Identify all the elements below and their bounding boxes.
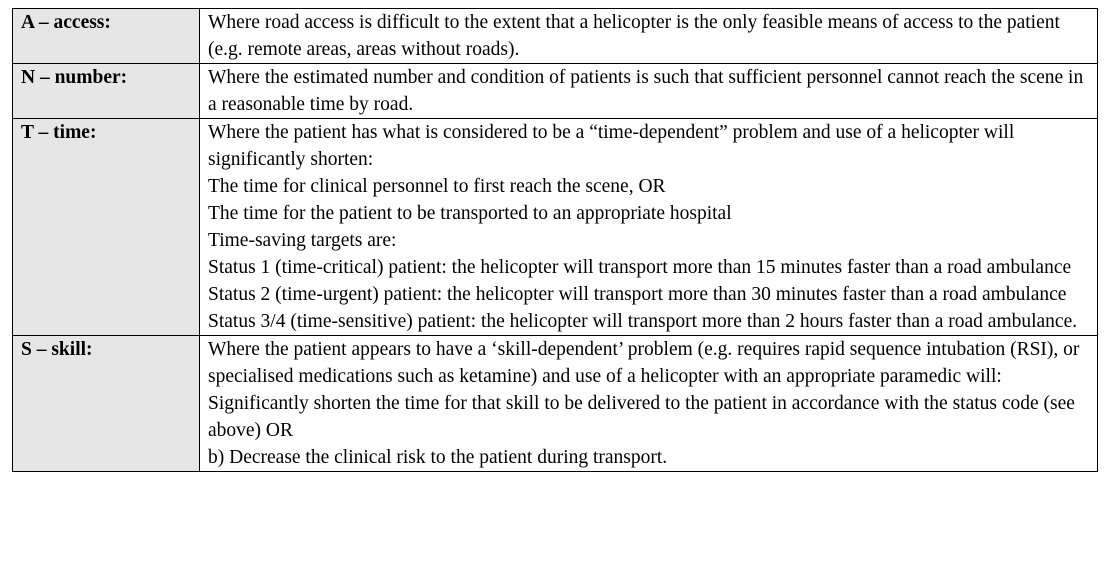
row-access bbox=[13, 9, 1098, 64]
row-content-number bbox=[200, 64, 1098, 119]
time-line-4: Time-saving targets are: bbox=[208, 230, 397, 251]
row-label-skill: S – skill: bbox=[13, 336, 200, 472]
row-content-skill bbox=[200, 336, 1098, 472]
row-time bbox=[13, 119, 1098, 336]
time-line-3: The time for the patient to be transported to an appropriate hospital bbox=[208, 203, 732, 224]
time-line-6: Status 2 (time-urgent) patient: the helicopter will transport more than 30 minutes faster than a road ambulance bbox=[208, 284, 1067, 305]
row-skill bbox=[13, 336, 1098, 472]
time-line-7: Status 3/4 (time-sensitive) patient: the helicopter will transport more than 2 hours faster than a road ambulance. bbox=[208, 311, 1078, 332]
skill-line-1: Where the patient appears to have a ‘skill-dependent’ problem (e.g. requires rapid sequence intubation (RSI), or specialised medications such as ketamine) and use of a helicopter with an appropriate paramedic will: bbox=[208, 339, 1080, 387]
row-label-access: A – access: bbox=[13, 9, 200, 64]
time-line-1: Where the patient has what is considered to be a “time-dependent” problem and use of a helicopter will significantly shorten: bbox=[208, 122, 1015, 170]
row-content-access bbox=[200, 9, 1098, 64]
criteria-table bbox=[12, 8, 1098, 472]
access-line-1: Where road access is difficult to the extent that a helicopter is the only feasible means of access to the patient (e.g. remote areas, areas without roads). bbox=[208, 12, 1060, 60]
row-number bbox=[13, 64, 1098, 119]
number-line-1: Where the estimated number and condition of patients is such that sufficient personnel cannot reach the scene in a reasonable time by road. bbox=[208, 67, 1084, 115]
skill-line-2: Significantly shorten the time for that skill to be delivered to the patient in accordance with the status code (see above) OR bbox=[208, 393, 1075, 441]
row-label-time: T – time: bbox=[13, 119, 200, 336]
time-line-5: Status 1 (time-critical) patient: the helicopter will transport more than 15 minutes faster than a road ambulance bbox=[208, 257, 1072, 278]
skill-line-3: b) Decrease the clinical risk to the patient during transport. bbox=[208, 447, 668, 468]
row-label-number: N – number: bbox=[13, 64, 200, 119]
row-content-time bbox=[200, 119, 1098, 336]
time-line-2: The time for clinical personnel to first reach the scene, OR bbox=[208, 176, 666, 197]
